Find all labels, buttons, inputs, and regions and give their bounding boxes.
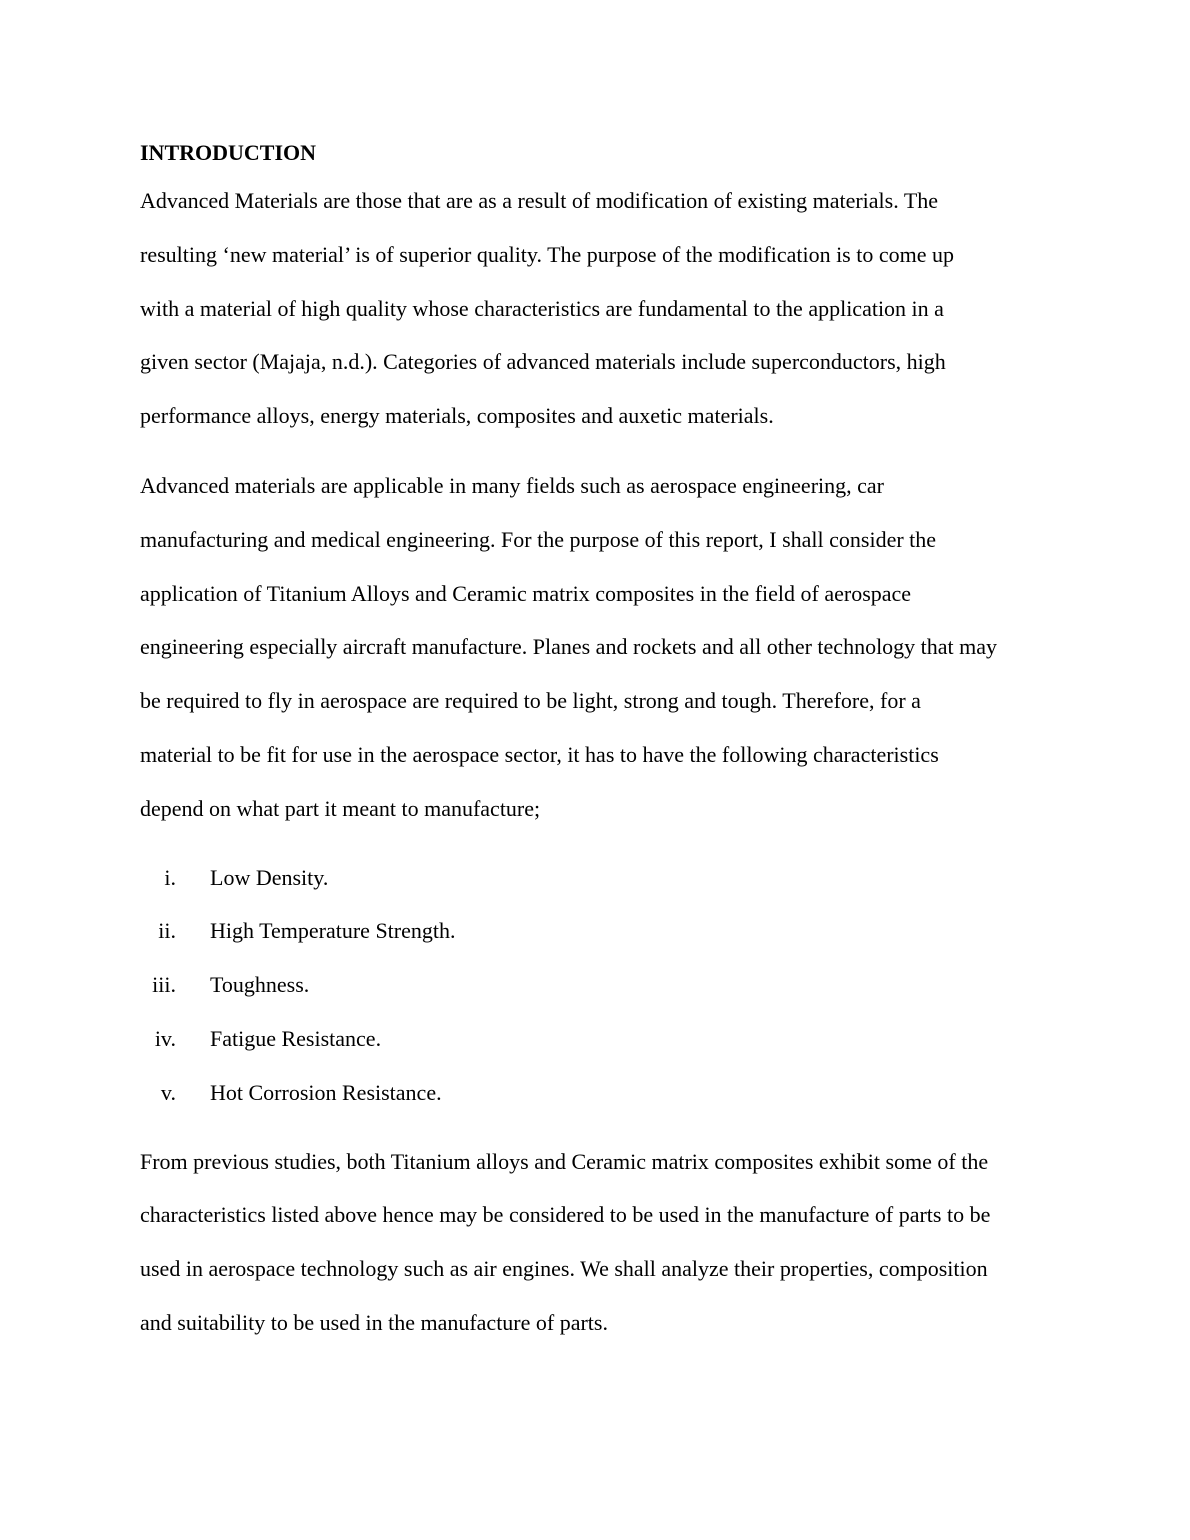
paragraph-line: used in aerospace technology such as air engines. We shall analyze their properties, composition (140, 1256, 988, 1282)
characteristics-list (140, 851, 1060, 1120)
list-item-number: v. (160, 1079, 176, 1105)
list-item-text: Hot Corrosion Resistance. (210, 1079, 442, 1105)
paragraph-applications (140, 459, 1060, 836)
paragraph-line: resulting ‘new material’ is of superior quality. The purpose of the modification is to come up (140, 241, 954, 267)
paragraph-line: From previous studies, both Titanium alloys and Ceramic matrix composites exhibit some of the (140, 1148, 989, 1174)
paragraph-line: with a material of high quality whose characteristics are fundamental to the application in a (140, 295, 944, 321)
list-item (140, 1066, 1060, 1120)
paragraph-line: material to be fit for use in the aerospace sector, it has to have the following characteristics (140, 741, 939, 767)
paragraph-line: performance alloys, energy materials, composites and auxetic materials. (140, 403, 774, 429)
list-item (140, 958, 1060, 1012)
list-item-number: i. (164, 864, 176, 890)
paragraph-conclusion (140, 1135, 1060, 1350)
paragraph-line: engineering especially aircraft manufacture. Planes and rockets and all other technology that may (140, 634, 998, 660)
list-item (140, 904, 1060, 958)
paragraph-intro (140, 174, 1060, 443)
list-item-text: High Temperature Strength. (210, 918, 456, 944)
list-item-number: iii. (152, 972, 176, 998)
list-item-number: ii. (158, 918, 176, 944)
list-item (140, 851, 1060, 905)
paragraph-line: depend on what part it meant to manufacture; (140, 795, 541, 821)
paragraph-line: manufacturing and medical engineering. For the purpose of this report, I shall consider the (140, 526, 937, 552)
list-item-text: Fatigue Resistance. (210, 1025, 382, 1051)
paragraph-line: Advanced materials are applicable in many fields such as aerospace engineering, car (140, 472, 884, 498)
paragraph-line: Advanced Materials are those that are as a result of modification of existing materials. The (140, 188, 939, 213)
paragraph-line: given sector (Majaja, n.d.). Categories of advanced materials include superconductors, high (140, 349, 946, 375)
list-item-text: Low Density. (210, 864, 329, 890)
list-item-number: iv. (154, 1025, 176, 1051)
paragraph-line: and suitability to be used in the manufacture of parts. (140, 1309, 608, 1335)
paragraph-line: application of Titanium Alloys and Ceramic matrix composites in the field of aerospace (140, 580, 912, 606)
document-body (140, 138, 1060, 1350)
paragraph-line: be required to fly in aerospace are required to be light, strong and tough. Therefore, for a (140, 688, 921, 714)
list-item-text: Toughness. (210, 972, 310, 998)
list-item (140, 1012, 1060, 1066)
section-heading: INTRODUCTION (140, 140, 317, 165)
paragraph-line: characteristics listed above hence may be considered to be used in the manufacture of parts to be (140, 1202, 991, 1228)
